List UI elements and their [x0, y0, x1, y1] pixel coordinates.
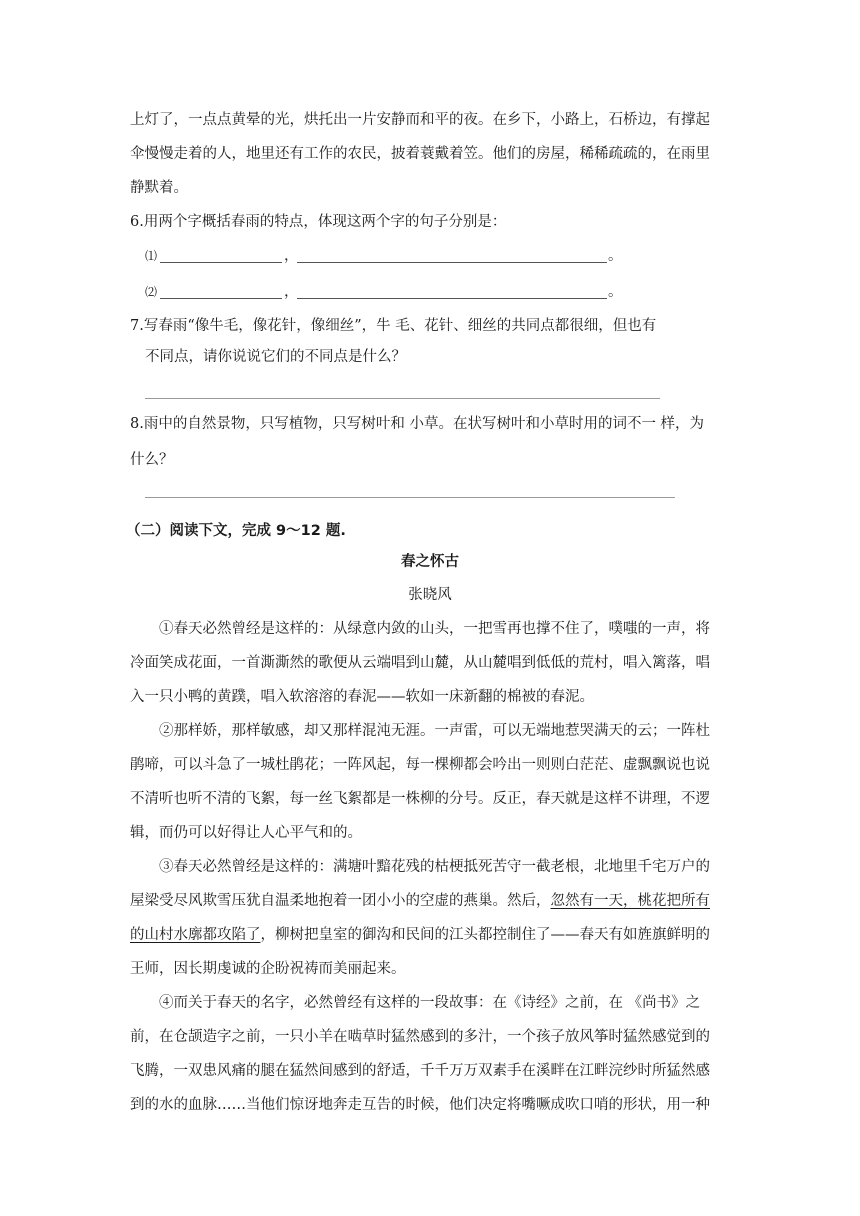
underlined-sentence: 的山村水廓都攻陷了	[130, 927, 261, 943]
end-mark: 。	[608, 248, 623, 264]
paragraph-4-line: 到的水的血脉……当他们惊讶地奔走互告的时候，他们决定将嘴噘成吹口哨的形状，用一种	[130, 1097, 710, 1113]
paragraph-2-line: ②那样娇，那样敏感，却又那样混沌无涯。一声雷，可以无端地惹哭满天的云；一阵杜	[159, 723, 710, 739]
plain-text: ，柳树把皇室的御沟和民间的江头都控制住了——春天有如旌旗鲜明的	[260, 927, 710, 943]
answer-blank[interactable]	[297, 262, 607, 263]
passage-line: 静默着。	[130, 180, 188, 196]
plain-text: 屋梁受尽风欺雪压犹自温柔地抱着一团小小的空虚的燕巢。然后，	[130, 893, 551, 909]
paragraph-2-line: 辑，而仍可以好得让人心平气和的。	[130, 825, 362, 841]
passage-line: 伞慢慢走着的人，地里还有工作的农民，披着蓑戴着笠。他们的房屋，稀稀疏疏的，在雨里	[130, 146, 710, 162]
paragraph-1-line: 冷面笑成花面，一首澌澌然的歌便从云端唱到山麓，从山麓唱到低低的荒村，唱入篱落，唱	[130, 655, 710, 671]
underlined-sentence: 忽然有一天，桃花把所有	[550, 893, 710, 909]
separator: ，	[284, 248, 299, 264]
answer-blank[interactable]	[145, 398, 660, 399]
article-author: 张晓风	[408, 587, 452, 603]
article-title: 春之怀古	[401, 554, 459, 570]
answer-blank[interactable]	[160, 298, 282, 299]
item-label: ⑴	[145, 249, 158, 263]
paragraph-3-line	[130, 891, 710, 911]
question-8: 8.雨中的自然景物，只写植物，只写树叶和 小草。在状写树叶和小草时用的词不一 样，为	[130, 416, 705, 432]
end-mark: 。	[608, 284, 623, 300]
answer-blank[interactable]	[297, 298, 607, 299]
paragraph-4-line: 飞腾，一双患风痛的腿在猛然间感到的舒适，千千万万双素手在溪畔在江畔浣纱时所猛然感	[130, 1063, 710, 1079]
paragraph-4-line: 前，在仓颉造字之前，一只小羊在啮草时猛然感到的多汁，一个孩子放风筝时猛然感觉到的	[130, 1029, 710, 1045]
question-6: 6.用两个字概括春雨的特点，体现这两个字的句子分别是：	[130, 214, 507, 230]
paragraph-2-line: 鹃啼，可以斗急了一城杜鹃花；一阵风起，每一棵柳都会吟出一则则白茫茫、虚飘飘说也说	[130, 757, 710, 773]
answer-blank[interactable]	[160, 262, 282, 263]
paragraph-2-line: 不清听也听不清的飞絮，每一丝飞絮都是一株柳的分号。反正，春天就是这样不讲理，不逻	[130, 791, 710, 807]
paragraph-1-line: ①春天必然曾经是这样的：从绿意内敛的山头，一把雪再也撑不住了，噗嗤的一声，将	[159, 621, 710, 637]
item-label: ⑵	[145, 285, 158, 299]
question-7-cont: 不同点，请你说说它们的不同点是什么？	[145, 349, 406, 365]
question-8-cont: 什么？	[130, 452, 174, 468]
question-7: 7.写春雨“像牛毛，像花针，像细丝”，牛 毛、花针、细丝的共同点都很细，但也有	[130, 318, 657, 334]
paragraph-1-line: 入一只小鸭的黄蹼，唱入软溶溶的春泥——软如一床新翻的棉被的春泥。	[130, 689, 594, 705]
section-heading: （二）阅读下文，完成 9～12 题.	[126, 523, 346, 539]
answer-blank[interactable]	[145, 497, 675, 498]
paragraph-3-line: ③春天必然曾经是这样的：满塘叶黯花残的枯梗抵死苦守一截老根，北地里千宅万户的	[159, 859, 710, 875]
separator: ，	[284, 284, 299, 300]
paragraph-4-line: ④而关于春天的名字，必然曾经有这样的一段故事：在《诗经》之前，在 《尚书》之	[159, 995, 701, 1011]
passage-line: 上灯了，一点点黄晕的光，烘托出一片安静而和平的夜。在乡下，小路上，石桥边，有撑起	[130, 112, 710, 128]
paragraph-3-line	[130, 925, 710, 945]
paragraph-3-line: 王师，因长期虔诚的企盼祝祷而美丽起来。	[130, 961, 406, 977]
